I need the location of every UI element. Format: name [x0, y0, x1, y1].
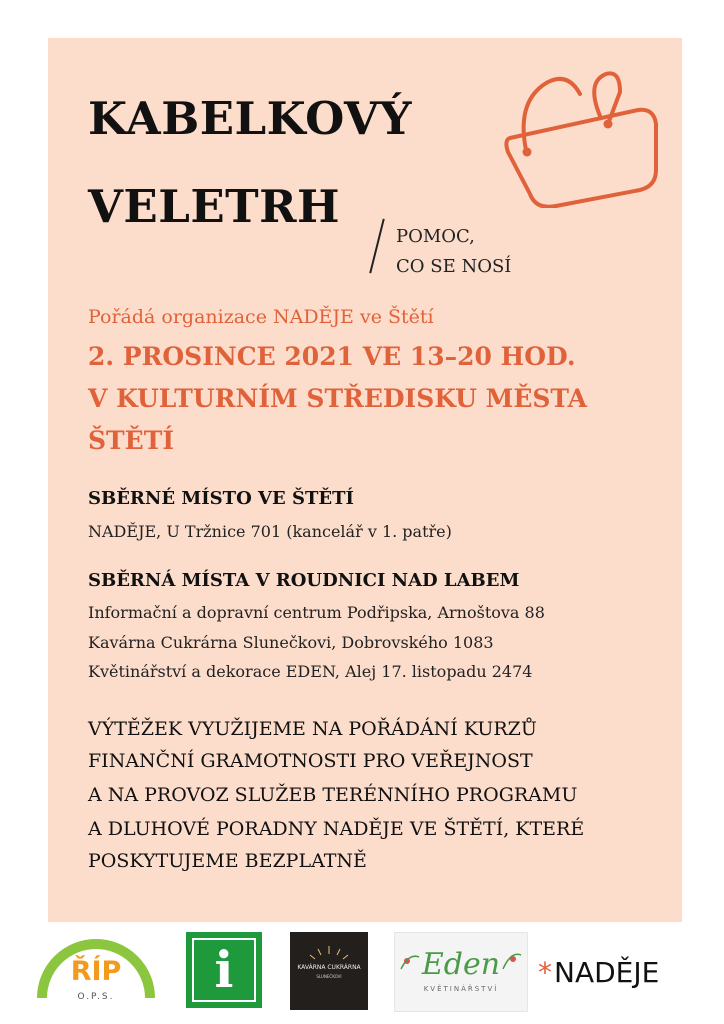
proceeds-line: VÝTĚŽEK VYUŽIJEME NA POŘÁDÁNÍ KURZŮ — [88, 718, 537, 740]
info-icon: i — [214, 940, 234, 999]
rip-logo-sub: O.P.S. — [77, 992, 115, 1002]
collection-roudnice-item: Informační a dopravní centrum Podřipska, Arnoštova 88 — [88, 603, 545, 622]
info-frame — [192, 938, 256, 1002]
eden-logo — [394, 932, 528, 1012]
collection-roudnice-item: Květinářství a dekorace EDEN, Alej 17. listopadu 2474 — [88, 662, 533, 681]
sun-icon — [290, 932, 368, 1010]
nadeje-logo — [538, 956, 659, 989]
organizer-text: Pořádá organizace NADĚJE ve Štětí — [88, 306, 434, 328]
subtitle-line-2: CO SE NOSÍ — [396, 256, 512, 277]
eden-logo-sub: KVĚTINÁŘSTVÍ — [423, 985, 499, 993]
asterisk-icon: * — [538, 956, 552, 989]
rip-logo-name: ŘÍP — [70, 956, 122, 987]
proceeds-line: FINANČNÍ GRAMOTNOSTI PRO VEŘEJNOST — [88, 750, 533, 772]
nadeje-logo-name: NADĚJE — [554, 956, 660, 989]
collection-roudnice-heading: SBĚRNÁ MÍSTA V ROUDNICI NAD LABEM — [88, 570, 520, 591]
event-date: 2. PROSINCE 2021 VE 13–20 HOD. — [88, 342, 576, 371]
event-venue-line-1: V KULTURNÍM STŘEDISKU MĚSTA — [88, 384, 588, 413]
proceeds-line: POSKYTUJEME BEZPLATNĚ — [88, 850, 367, 872]
handbag-icon — [496, 68, 666, 208]
cafe-logo — [290, 932, 368, 1010]
cafe-logo-sub: SLUNEČKOVI — [316, 974, 342, 979]
subtitle-line-1: POMOC, — [396, 226, 475, 247]
title-line-2: VELETRH — [88, 180, 341, 233]
cafe-logo-name: KAVÁRNA CUKRÁRNA — [297, 964, 361, 971]
info-centre-logo — [186, 932, 262, 1008]
collection-roudnice-item: Kavárna Cukrárna Slunečkovi, Dobrovského 1083 — [88, 633, 494, 652]
title-line-1: KABELKOVÝ — [88, 92, 413, 145]
rip-logo — [34, 932, 158, 1008]
collection-steti-address: NADĚJE, U Tržnice 701 (kancelář v 1. patře) — [88, 522, 452, 541]
proceeds-line: A NA PROVOZ SLUŽEB TERÉNNÍHO PROGRAMU — [88, 784, 578, 806]
eden-logo-name: Eden — [421, 947, 501, 982]
collection-steti-heading: SBĚRNÉ MÍSTO VE ŠTĚTÍ — [88, 488, 354, 509]
event-venue-line-2: ŠTĚTÍ — [88, 426, 175, 455]
proceeds-line: A DLUHOVÉ PORADNY NADĚJE VE ŠTĚTÍ, KTERÉ — [88, 818, 585, 840]
